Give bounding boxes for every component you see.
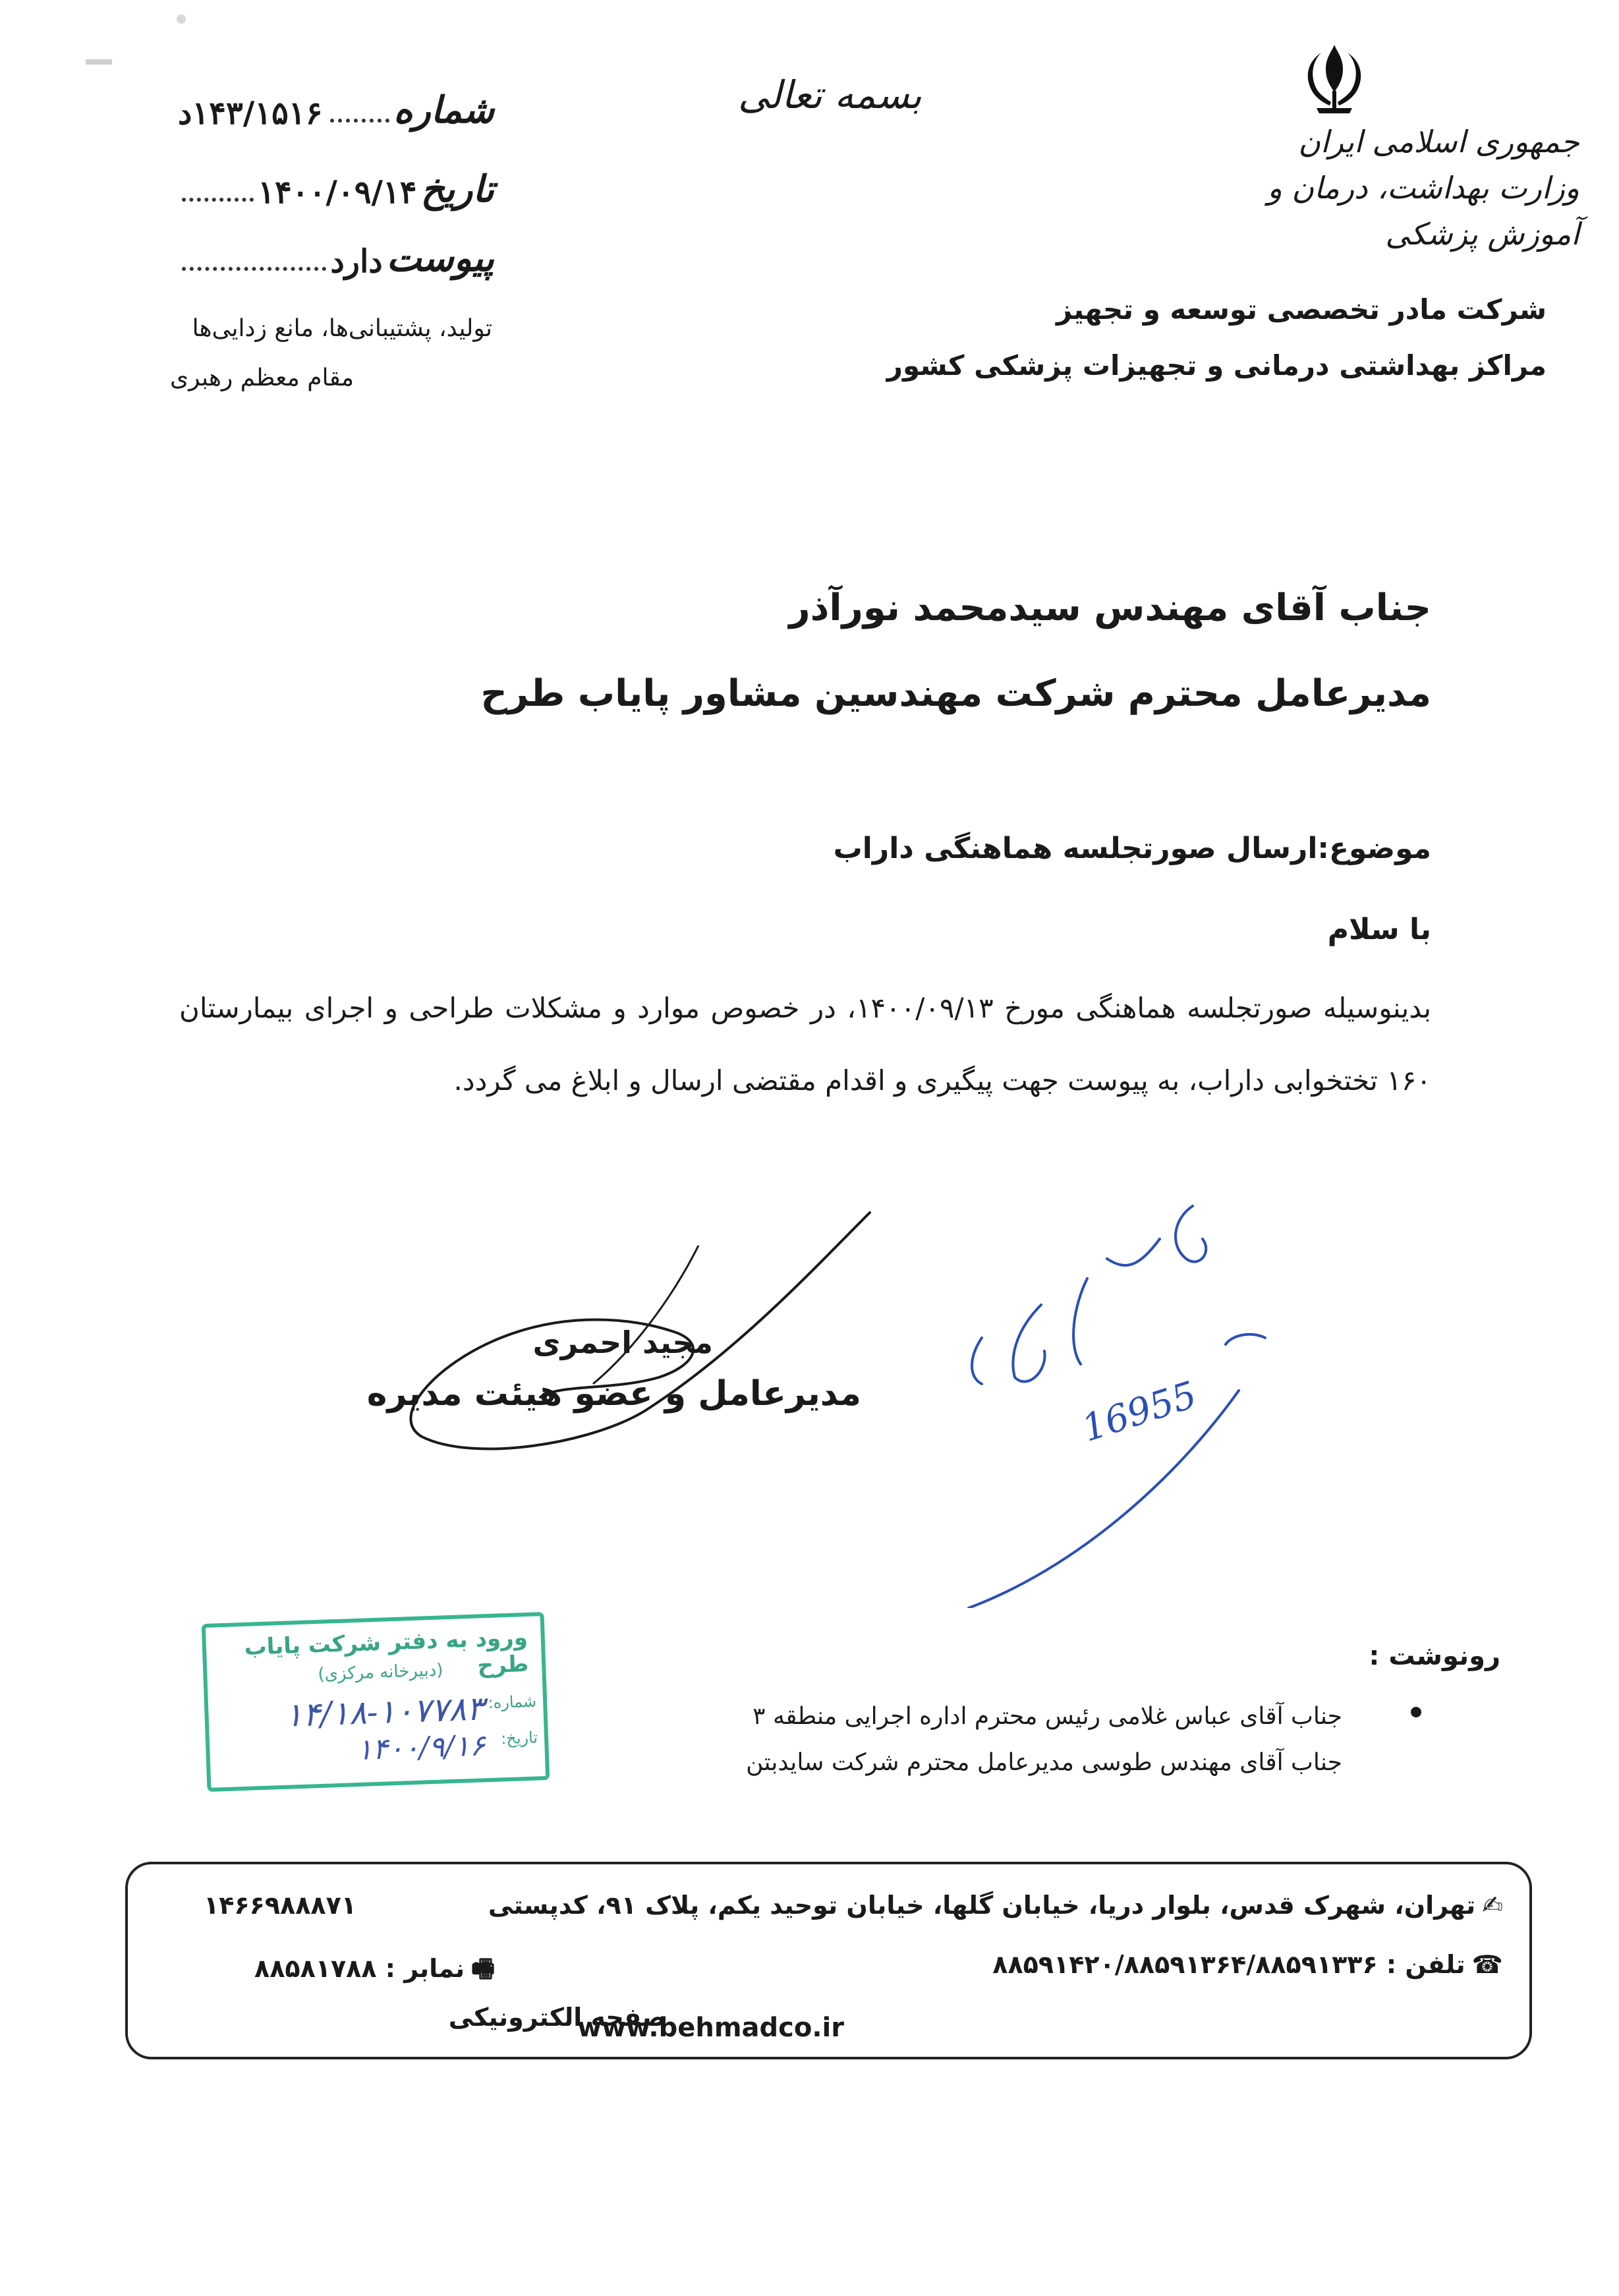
- company-description: مراکز بهداشتی درمانی و تجهیزات پزشکی کشور: [886, 349, 1547, 382]
- letter-body: بدینوسیله صورتجلسه هماهنگی مورخ ۱۴۰۰/۰۹/۱۳، در خصوص موارد و مشکلات طراحی و اجرای بیمارستان ۱۶۰ تختخوابی داراب، به پیوست جهت پیگیری و اقدام مقتضی ارسال و ابلاغ می گردد.: [179, 992, 1432, 1097]
- attachment-value: دارد: [330, 243, 383, 280]
- footer-phone-text: تلفن : ۸۸۵۹۱۴۲۰/۸۸۵۹۱۳۶۴/۸۸۵۹۱۳۳۶: [992, 1950, 1465, 1979]
- attachment-label: پیوست: [386, 237, 494, 280]
- stamp-date-value: ۱۴۰۰/۹/۱۶: [356, 1729, 486, 1767]
- letter-number-row: [178, 79, 494, 132]
- ministry-line-ministry: وزارت بهداشت، درمان و آموزش پزشکی: [1267, 170, 1579, 252]
- letter-greeting: با سلام: [1327, 913, 1431, 946]
- phone-icon: ☎: [1471, 1950, 1503, 1979]
- dotted-line: [182, 198, 254, 202]
- handwritten-number: 16955: [1077, 1373, 1202, 1450]
- footer-address-text: تهران، شهرک قدس، بلوار دریا، خیابان گلها، خیابان توحید یکم، پلاک ۹۱، کدپستی: [488, 1891, 1476, 1920]
- dotted-line: [330, 119, 389, 123]
- letter-subject: موضوع:ارسال صورتجلسه هماهنگی داراب: [833, 832, 1431, 865]
- recipient-title: مدیرعامل محترم شرکت مهندسین مشاور پایاب طرح: [480, 672, 1431, 715]
- slogan-text: تولید، پشتیبانی‌ها، مانع زدایی‌ها: [192, 315, 492, 342]
- receipt-stamp: [202, 1612, 550, 1792]
- stamp-subtitle: (دبیرخانه مرکزی): [317, 1660, 443, 1685]
- ministry-heading: [1184, 119, 1579, 257]
- cc-label: رونوشت :: [1369, 1641, 1500, 1671]
- signer-name: مجید احمری: [532, 1325, 713, 1360]
- footer-fax-text: نمابر : ۸۸۵۸۱۷۸۸: [254, 1954, 465, 1983]
- bismillah-heading: بسمه تعالی: [738, 72, 922, 117]
- cc-list: [746, 1694, 1342, 1786]
- bullet-icon: [1411, 1707, 1421, 1717]
- footer-contact-box: [125, 1862, 1532, 2059]
- letter-attachment-row: [178, 227, 494, 280]
- stamp-number-value: ۱۴/۱۸-۱۰۷۷۸۳: [284, 1689, 485, 1735]
- emblem-icon: [1285, 40, 1384, 119]
- cc-item: جناب آقای مهندس طوسی مدیرعامل محترم شرکت سایدبتن: [746, 1749, 1342, 1776]
- footer-postal-code: ۱۴۶۶۹۸۸۸۷۱: [204, 1891, 356, 1920]
- slogan-attribution: مقام معظم رهبری: [169, 364, 354, 391]
- letter-number-label: شماره: [393, 88, 494, 132]
- signer-title: مدیرعامل و عضو هیئت مدیره: [366, 1374, 861, 1414]
- letter-date-value: ۱۴۰۰/۰۹/۱۴: [258, 174, 417, 211]
- company-name: شرکت مادر تخصصی توسعه و تجهیز: [1056, 293, 1547, 326]
- letter-date-row: [178, 158, 494, 211]
- pen-icon: ✍: [1482, 1891, 1503, 1920]
- letter-date-label: تاریخ: [420, 167, 494, 211]
- stamp-number-label: شماره:: [488, 1692, 537, 1713]
- scan-artifact: [86, 59, 112, 65]
- footer-website-link[interactable]: www.behmadco.ir: [577, 2013, 844, 2043]
- footer-phone: [992, 1950, 1503, 1979]
- cc-item: جناب آقای عباس غلامی رئیس محترم اداره اجرایی منطقه ۳: [753, 1703, 1342, 1730]
- stamp-date-label: تاریخ:: [500, 1728, 538, 1748]
- fax-icon: 🖷: [471, 1954, 495, 1983]
- handwritten-annotation: [909, 1173, 1318, 1608]
- scan-artifact: [177, 14, 186, 24]
- stamp-title: ورود به دفتر شرکت پایاب طرح: [243, 1624, 529, 1679]
- recipient-name: جناب آقای مهندس سیدمحمد نورآذر: [789, 587, 1431, 629]
- ministry-line-country: جمهوری اسلامی ایران: [1298, 124, 1579, 159]
- dotted-line: [182, 267, 326, 271]
- footer-address: [488, 1891, 1503, 1920]
- letter-number-value: ۱۴۳/۱۵۱۶د: [178, 95, 323, 132]
- footer-web-label: صفحه الکترونیکی: [448, 2003, 666, 2032]
- footer-fax: [254, 1950, 495, 1993]
